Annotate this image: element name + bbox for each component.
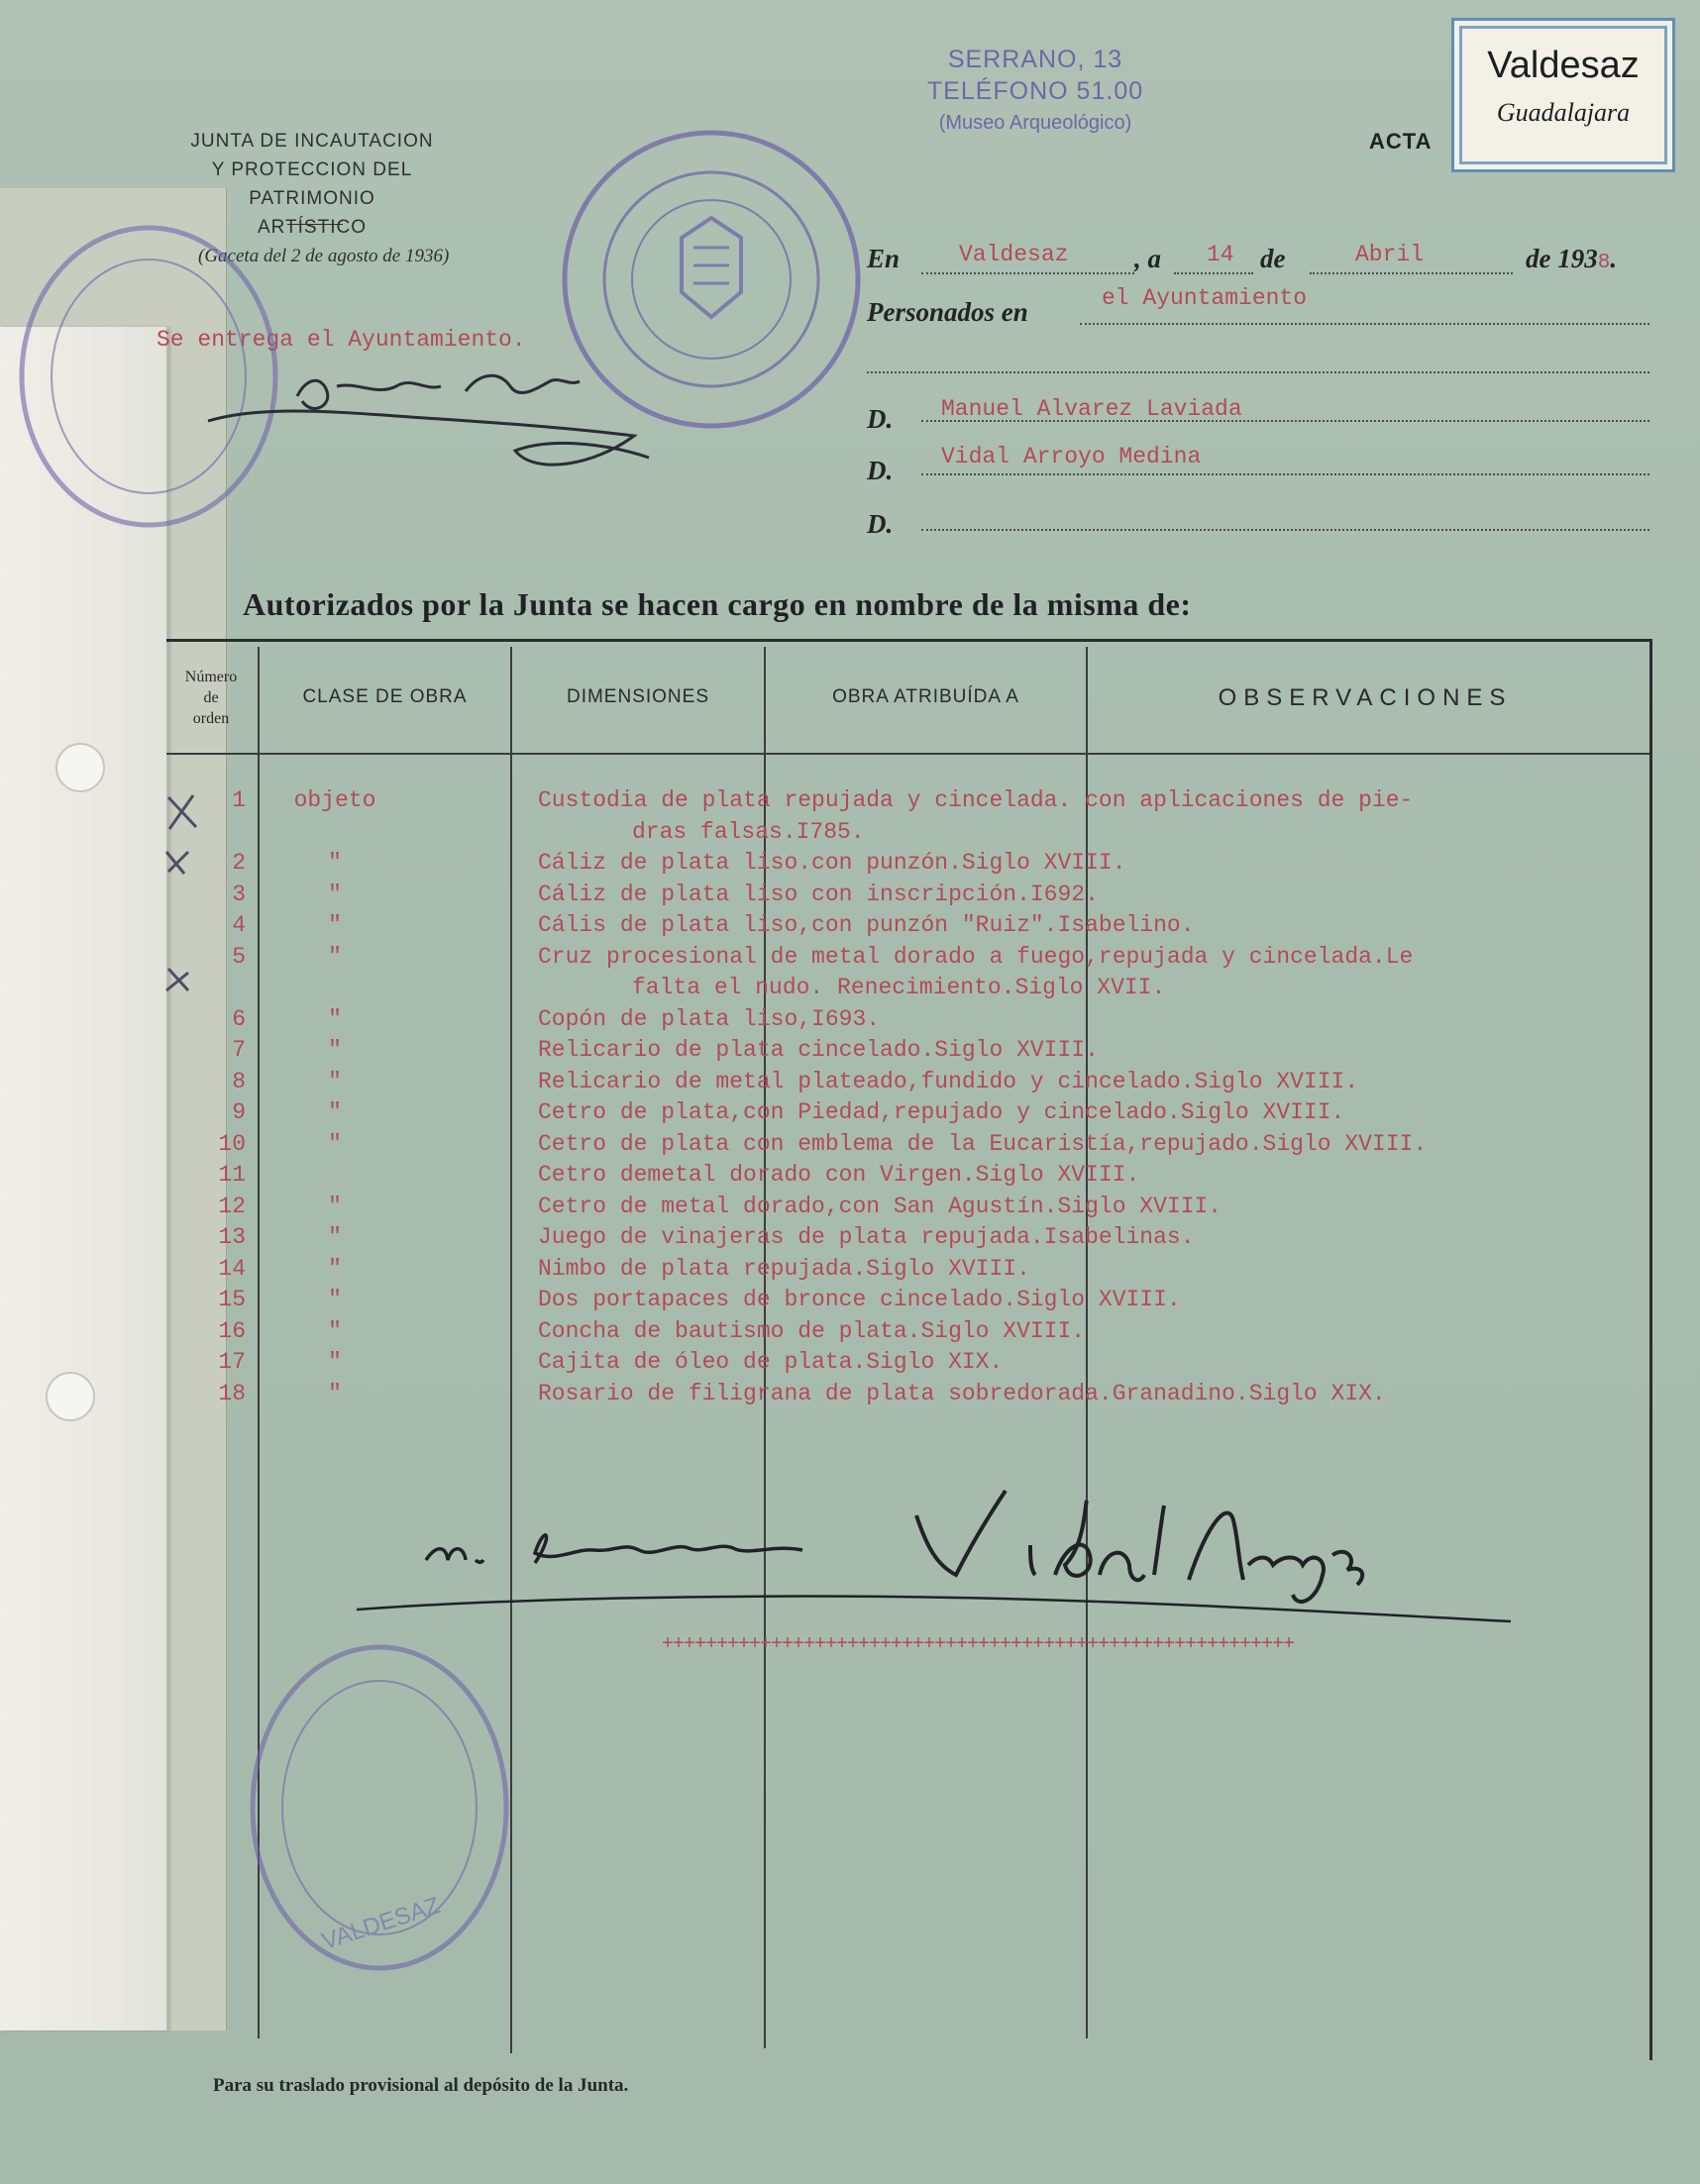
row-description: Dos portapaces de bronce cincelado.Siglo XVIII. [538, 1287, 1181, 1312]
signature-laviada [426, 1535, 802, 1563]
entrega-note: Se entrega el Ayuntamiento. [157, 327, 526, 353]
row-clase: " [328, 1005, 342, 1032]
row-clase: " [328, 1224, 342, 1250]
row-description: Relicario de plata cincelado.Siglo XVIII. [538, 1037, 1099, 1063]
row-clase: " [328, 1317, 342, 1344]
end-marks: ++++++++++++++++++++++++++++++++++++++++++++++++++++++++++ [662, 1633, 1295, 1656]
year-digit: 8 [1597, 252, 1611, 274]
row-description: Cruz procesional de metal dorado a fuego,repujada y cincelada.Le [538, 943, 1414, 970]
signature-entrega-name [297, 375, 580, 408]
row-description: Cetro de plata con emblema de la Eucaristía,repujado.Siglo XVIII. [538, 1130, 1428, 1157]
footer-note: Para su traslado provisional al depósito de la Junta. [213, 2075, 629, 2096]
place-value: Valdesaz [959, 242, 1069, 267]
row-number: 2 [232, 850, 246, 876]
person-name: Vidal Arroyo Medina [941, 444, 1202, 469]
org-line: Y PROTECCION DEL PATRIMONIO [211, 159, 413, 209]
row-number: 15 [218, 1287, 246, 1312]
en-label: En [867, 244, 901, 273]
row-number: 8 [232, 1068, 246, 1094]
svg-text:VALDESAZ: VALDESAZ [318, 1892, 444, 1956]
header-observaciones: OBSERVACIONES [1218, 684, 1513, 711]
row-description: Cáliz de plata liso con inscripción.I692. [538, 881, 1099, 907]
address-line: TELÉFONO 51.00 [926, 77, 1144, 105]
de-label: de [1260, 244, 1286, 273]
year-prefix: de 193 [1526, 244, 1598, 273]
header-numero-line: de [203, 689, 219, 706]
row-description: Rosario de filigrana de plata sobredorada.Granadino.Siglo XIX. [538, 1380, 1386, 1406]
header-numero-line: Número [184, 669, 238, 685]
label-province: Guadalajara [1496, 98, 1631, 127]
row-clase: " [328, 1068, 342, 1094]
row-description: Concha de bautismo de plata.Siglo XVIII. [538, 1317, 1086, 1344]
row-clase: " [328, 1193, 342, 1219]
row-description-continued: dras falsas.I785. [632, 818, 865, 845]
personados-value: el Ayuntamiento [1102, 285, 1308, 311]
address-line: SERRANO, 13 [947, 46, 1123, 73]
row-description: Custodia de plata repujada y cincelada. con aplicaciones de pie- [538, 787, 1414, 813]
row-clase: " [328, 1380, 342, 1406]
row-number: 11 [218, 1162, 246, 1188]
row-clase: " [328, 1287, 342, 1312]
gaceta-reference: (Gaceta del 2 de agosto de 1936) [198, 246, 450, 266]
row-number: 10 [218, 1130, 246, 1157]
header-clase: CLASE DE OBRA [302, 686, 468, 707]
row-clase: " [328, 1037, 342, 1063]
personados-label: Personados en [867, 297, 1028, 327]
org-line: ARTÍSTICO [258, 217, 367, 238]
d-label: D. [867, 404, 894, 434]
row-number: 5 [232, 943, 246, 970]
signature-arroyo [916, 1491, 1362, 1602]
month-value: Abril [1355, 242, 1425, 267]
d-label: D. [867, 456, 894, 485]
row-number: 18 [218, 1380, 246, 1406]
row-clase: " [328, 1255, 342, 1282]
year-label: de 1938. [1526, 244, 1618, 274]
header-atribuida: OBRA ATRIBUÍDA A [832, 686, 1019, 707]
row-description: Cális de plata liso,con punzón "Ruiz".Isabelino. [538, 912, 1195, 938]
a-label: , a [1134, 244, 1161, 273]
row-number: 1 [232, 787, 246, 813]
ministry-round-stamp [565, 133, 858, 426]
address-line: (Museo Arqueológico) [938, 112, 1132, 134]
municipal-stamp-bottom [253, 1647, 506, 1968]
row-clase: objeto [293, 787, 376, 813]
row-description: Cáliz de plata liso.con punzón.Siglo XVIII. [538, 850, 1126, 876]
row-number: 17 [218, 1349, 246, 1375]
row-description: Juego de vinajeras de plata repujada.Isabelinas. [538, 1224, 1195, 1250]
row-number: 14 [218, 1255, 246, 1282]
row-clase: " [328, 1099, 342, 1125]
row-description: Cajita de óleo de plata.Siglo XIX. [538, 1349, 1004, 1375]
row-description: Cetro de plata,con Piedad,repujado y cincelado.Siglo XVIII. [538, 1099, 1345, 1125]
row-description: Cetro demetal dorado con Virgen.Siglo XVIII. [538, 1162, 1140, 1188]
row-number: 12 [218, 1193, 246, 1219]
day-value: 14 [1207, 242, 1234, 267]
row-clase: " [328, 912, 342, 938]
row-number: 9 [232, 1099, 246, 1125]
municipal-stamp-top [22, 228, 275, 525]
row-description: Relicario de metal plateado,fundido y cincelado.Siglo XVIII. [538, 1068, 1359, 1094]
acta-label: ACTA [1369, 129, 1433, 154]
row-clase: " [328, 1130, 342, 1157]
signature-flourish [357, 1597, 1511, 1621]
row-number: 13 [218, 1224, 246, 1250]
row-number: 6 [232, 1005, 246, 1032]
table-title: Autorizados por la Junta se hacen cargo en nombre de la misma de: [243, 586, 1192, 622]
row-number: 7 [232, 1037, 246, 1063]
row-number: 3 [232, 881, 246, 907]
row-number: 16 [218, 1317, 246, 1344]
row-description: Cetro de metal dorado,con San Agustín.Siglo XVIII. [538, 1193, 1222, 1219]
row-description: Nimbo de plata repujada.Siglo XVIII. [538, 1255, 1030, 1282]
row-description-continued: falta el nudo. Renecimiento.Siglo XVII. [632, 975, 1166, 1000]
check-marks [166, 795, 196, 990]
row-number: 4 [232, 912, 246, 938]
label-place: Valdesaz [1487, 45, 1640, 86]
header-dimensiones: DIMENSIONES [566, 686, 710, 707]
row-description: Copón de plata liso,I693. [538, 1005, 881, 1032]
row-clase: " [328, 850, 342, 876]
row-clase: " [328, 881, 342, 907]
person-name: Manuel Alvarez Laviada [941, 396, 1242, 422]
row-clase: " [328, 1349, 342, 1375]
org-line: JUNTA DE INCAUTACION [190, 131, 434, 152]
signature-entrega [208, 411, 649, 465]
row-clase: " [328, 943, 342, 970]
header-numero-line: orden [192, 710, 230, 727]
d-label: D. [867, 509, 894, 539]
